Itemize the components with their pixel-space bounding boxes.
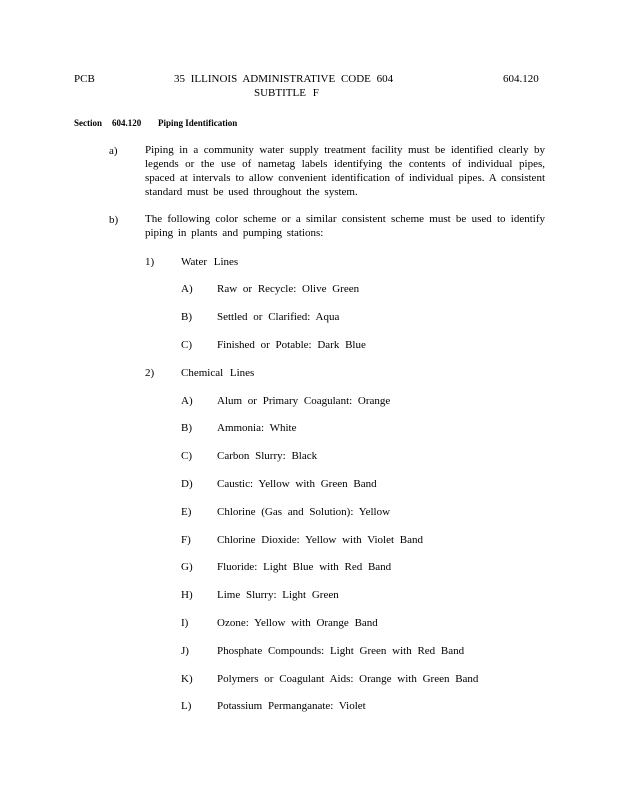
header-code-title: 35 ILLINOIS ADMINISTRATIVE CODE 604 xyxy=(174,73,394,85)
list-item-label: I) xyxy=(181,617,189,629)
list-item-label: J) xyxy=(181,645,189,657)
list-item: Caustic: Yellow with Green Band xyxy=(217,478,377,490)
list-item: Raw or Recycle: Olive Green xyxy=(217,283,360,295)
paragraph-a-text: Piping in a community water supply treatment facility must be identified clearly by legends or the use of nametag labels identifying the contents of individual pipes, spaced at intervals to allow convenient identification of individual pipes. A consistent standard must be used throughout the system. xyxy=(145,144,545,198)
paragraph-b-label: b) xyxy=(109,214,119,226)
water-lines-title: Water Lines xyxy=(181,256,239,268)
header-section-number: 604.120 xyxy=(503,73,539,85)
list-item: Ammonia: White xyxy=(217,422,297,434)
list-item-label: A) xyxy=(181,395,193,407)
section-number: 604.120 xyxy=(112,118,142,128)
list-item-label: A) xyxy=(181,283,193,295)
water-lines-label: 1) xyxy=(145,256,155,268)
list-item: Carbon Slurry: Black xyxy=(217,450,318,462)
section-title: Piping Identification xyxy=(158,118,238,128)
list-item-label: C) xyxy=(181,339,192,351)
list-item-label: B) xyxy=(181,311,192,323)
list-item-label: G) xyxy=(181,561,193,573)
list-item-label: E) xyxy=(181,506,192,518)
header-subtitle: SUBTITLE F xyxy=(254,87,319,99)
list-item: Phosphate Compounds: Light Green with Red Band xyxy=(217,645,465,657)
paragraph-a-label: a) xyxy=(109,145,118,157)
list-item: Chlorine (Gas and Solution): Yellow xyxy=(217,506,391,518)
chemical-lines-label: 2) xyxy=(145,367,155,379)
section-label: Section xyxy=(74,118,102,128)
list-item: Lime Slurry: Light Green xyxy=(217,589,339,601)
list-item-label: L) xyxy=(181,700,192,712)
list-item-label: C) xyxy=(181,450,192,462)
list-item-label: F) xyxy=(181,534,191,546)
list-item: Chlorine Dioxide: Yellow with Violet Band xyxy=(217,534,424,546)
header-agency: PCB xyxy=(74,73,95,85)
list-item: Ozone: Yellow with Orange Band xyxy=(217,617,378,629)
list-item: Fluoride: Light Blue with Red Band xyxy=(217,561,392,573)
list-item: Polymers or Coagulant Aids: Orange with Green Band xyxy=(217,673,479,685)
list-item: Settled or Clarified: Aqua xyxy=(217,311,340,323)
list-item: Potassium Permanganate: Violet xyxy=(217,700,366,712)
list-item-label: B) xyxy=(181,422,192,434)
chemical-lines-title: Chemical Lines xyxy=(181,367,255,379)
list-item-label: H) xyxy=(181,589,193,601)
paragraph-b-text: The following color scheme or a similar consistent scheme must be used to identify piping in plants and pumping stations: xyxy=(145,213,545,239)
list-item: Alum or Primary Coagulant: Orange xyxy=(217,395,391,407)
list-item-label: K) xyxy=(181,673,193,685)
list-item: Finished or Potable: Dark Blue xyxy=(217,339,366,351)
list-item-label: D) xyxy=(181,478,193,490)
